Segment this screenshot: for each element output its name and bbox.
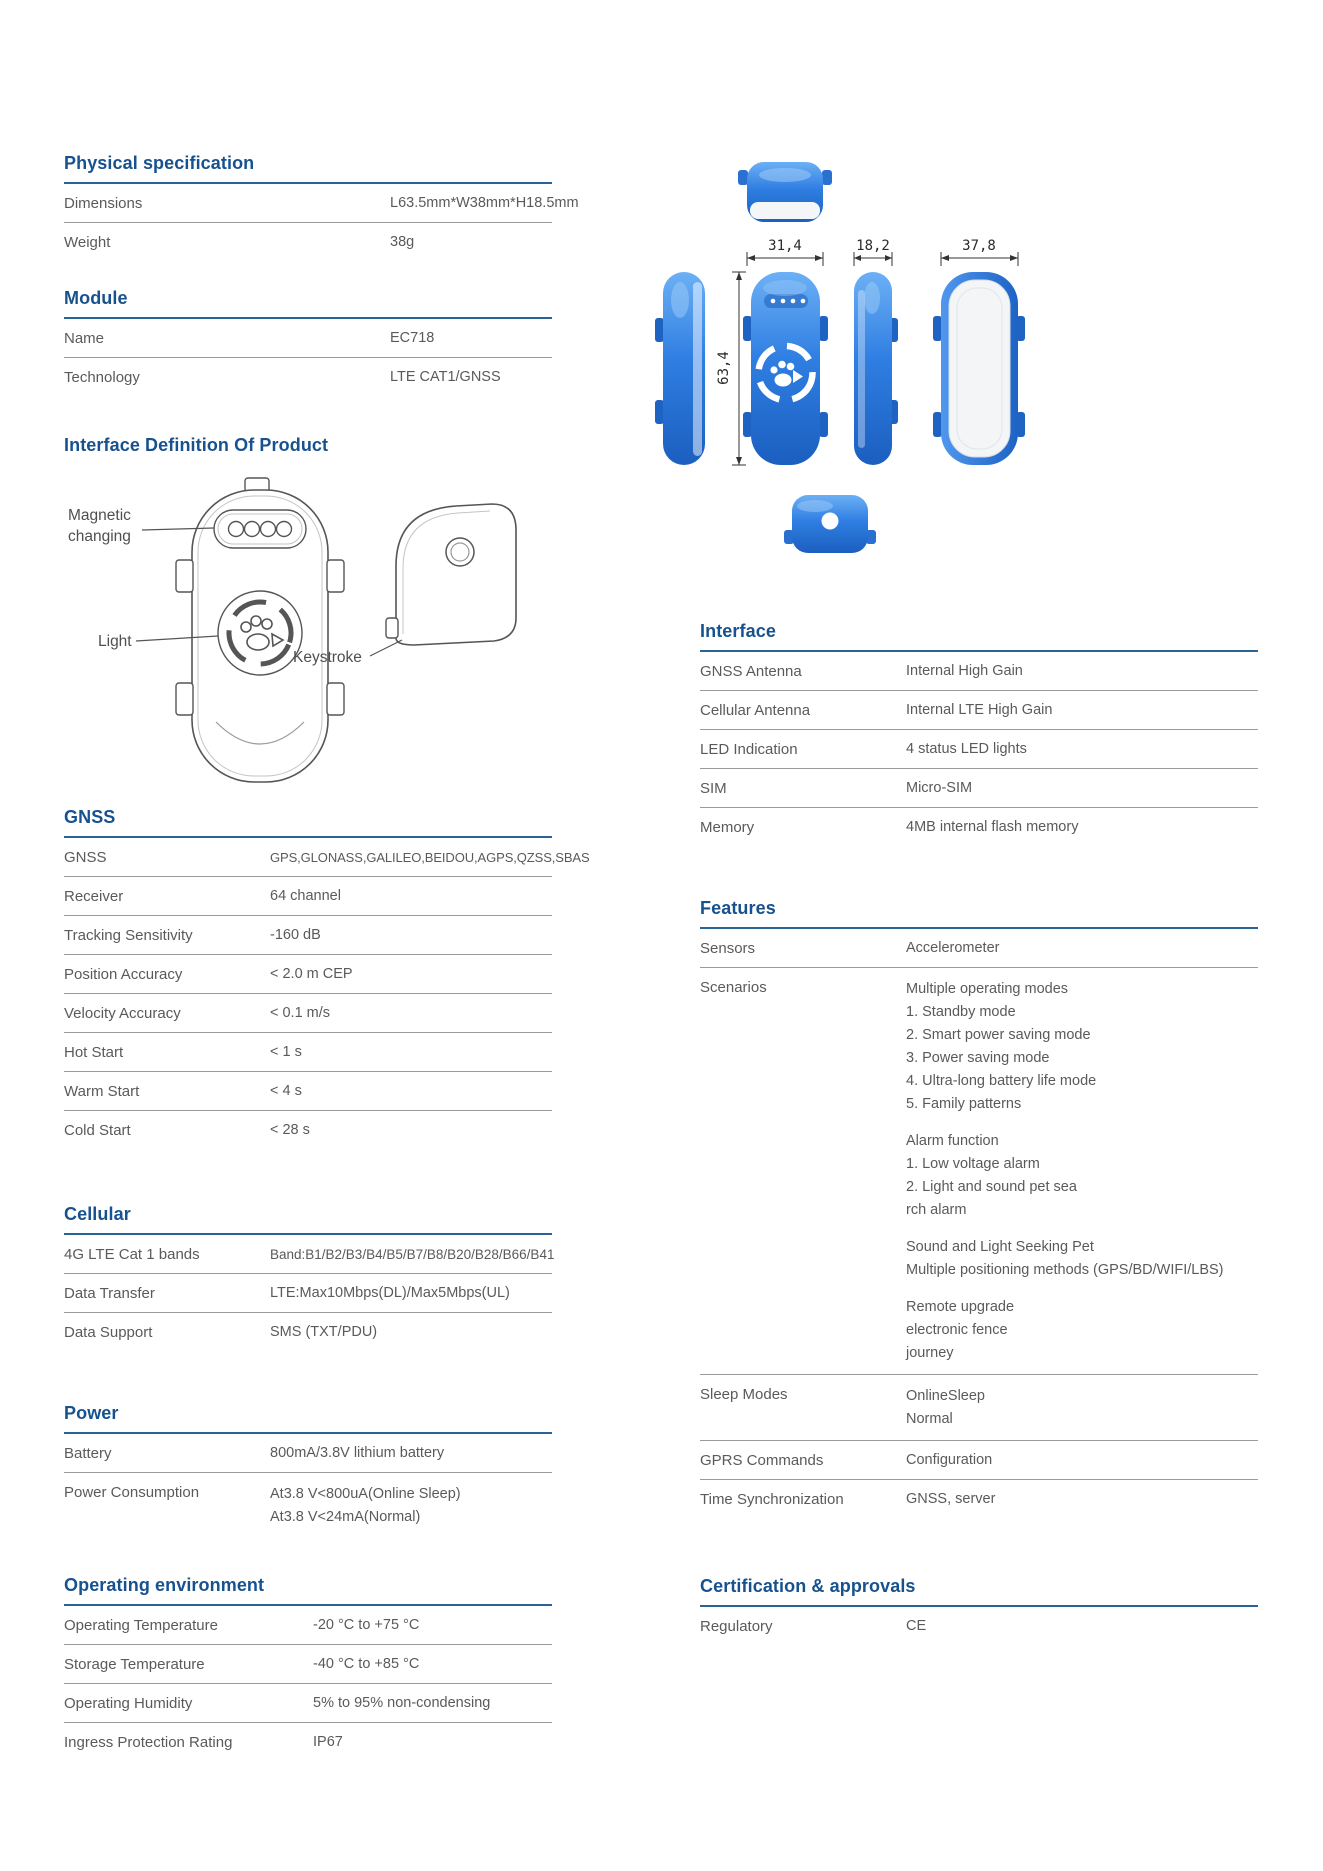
dimension-label-side-depth: 18,2 — [856, 238, 890, 254]
module-table — [64, 319, 552, 396]
diagram-keystroke-button — [446, 538, 474, 566]
interface-table — [700, 652, 1258, 846]
spec-row — [700, 691, 1258, 730]
spec-value: L63.5mm*W38mm*H18.5mm — [390, 195, 579, 211]
spec-row — [700, 652, 1258, 691]
section-certification-approvals — [700, 1575, 1258, 1645]
spec-row — [64, 1313, 552, 1351]
render-left-side-view — [655, 272, 705, 465]
spec-label: Dimensions — [64, 195, 143, 212]
spec-value: EC718 — [390, 330, 435, 346]
dimension-back-width — [941, 252, 1018, 266]
spec-value: GPS,GLONASS,GALILEO,BEIDOU,AGPS,QZSS,SBAS — [270, 850, 590, 865]
spec-row — [64, 1235, 555, 1274]
spec-value: GNSS, server — [906, 1491, 996, 1507]
spec-label: Operating Humidity — [64, 1695, 193, 1712]
spec-row — [64, 1723, 552, 1761]
callout-magnetic-charging-line1: Magnetic — [68, 507, 131, 524]
section-title: Features — [700, 897, 1258, 929]
spec-value: 38g — [390, 234, 415, 250]
spec-row — [64, 838, 590, 877]
dimension-side-depth — [854, 252, 892, 266]
spec-row — [64, 916, 552, 955]
dimension-label-front-width: 31,4 — [768, 238, 802, 254]
spec-label: Hot Start — [64, 1044, 124, 1061]
spec-label: Cold Start — [64, 1122, 131, 1139]
physical-spec-table — [64, 184, 579, 261]
dimension-front-width — [747, 252, 823, 266]
spec-row — [700, 1375, 1258, 1441]
spec-row — [700, 808, 1258, 846]
spec-row — [700, 730, 1258, 769]
spec-label: Operating Temperature — [64, 1617, 218, 1634]
callout-magnetic-charging-line2: changing — [68, 528, 131, 545]
spec-row — [700, 1480, 1258, 1518]
spec-label: Position Accuracy — [64, 966, 183, 983]
render-right-side-view — [854, 272, 898, 465]
features-table — [700, 929, 1258, 1518]
spec-value: At3.8 V<800uA(Online Sleep) At3.8 V<24mA(Normal) — [270, 1486, 461, 1525]
dimension-label-back-width: 37,8 — [962, 238, 996, 254]
spec-label: Cellular Antenna — [700, 702, 811, 719]
section-title: Module — [64, 287, 552, 319]
spec-label: SIM — [700, 780, 727, 797]
spec-label: Tracking Sensitivity — [64, 927, 193, 944]
spec-row — [64, 1111, 552, 1149]
spec-row — [64, 1274, 552, 1313]
spec-label: Storage Temperature — [64, 1656, 205, 1673]
section-module — [64, 287, 552, 396]
spec-label: Velocity Accuracy — [64, 1005, 181, 1022]
spec-row — [700, 769, 1258, 808]
spec-label: Data Support — [64, 1324, 153, 1341]
render-front-view — [743, 272, 828, 465]
callout-light: Light — [98, 633, 132, 650]
section-power — [64, 1402, 552, 1538]
spec-row — [64, 223, 552, 261]
spec-label: Memory — [700, 819, 755, 836]
spec-row — [64, 358, 552, 396]
certification-table — [700, 1607, 1258, 1645]
spec-value: < 0.1 m/s — [270, 1005, 331, 1021]
section-title: Interface Definition Of Product — [64, 435, 329, 455]
section-title: Interface — [700, 620, 1258, 652]
spec-value: LTE:Max10Mbps(DL)/Max5Mbps(UL) — [270, 1285, 510, 1301]
render-back-view — [933, 272, 1025, 465]
dimension-label-height: 63,4 — [716, 351, 732, 385]
section-cellular — [64, 1203, 555, 1351]
spec-value: Configuration — [906, 1452, 993, 1468]
spec-value: Internal LTE High Gain — [906, 702, 1053, 718]
spec-value: Micro-SIM — [906, 780, 973, 796]
section-title: Cellular — [64, 1203, 552, 1235]
spec-value: Internal High Gain — [906, 663, 1023, 679]
section-title: Physical specification — [64, 152, 552, 184]
section-interface — [700, 620, 1258, 846]
spec-row — [64, 1645, 552, 1684]
spec-label: Sensors — [700, 940, 756, 957]
spec-label: Warm Start — [64, 1083, 140, 1100]
spec-value: 4 status LED lights — [906, 741, 1027, 757]
spec-label: Power Consumption — [64, 1484, 200, 1501]
spec-value: OnlineSleep Normal — [906, 1388, 985, 1427]
spec-row — [64, 1473, 552, 1538]
section-title: Operating environment — [64, 1574, 552, 1606]
spec-label: Sleep Modes — [700, 1386, 788, 1403]
spec-row — [64, 184, 579, 223]
cellular-table — [64, 1235, 555, 1351]
operating-environment-table — [64, 1606, 552, 1761]
spec-row — [700, 929, 1258, 968]
spec-label: Receiver — [64, 888, 124, 905]
spec-label: Scenarios — [700, 979, 767, 996]
spec-row — [64, 1434, 552, 1473]
spec-value: < 1 s — [270, 1044, 302, 1060]
spec-label: Ingress Protection Rating — [64, 1734, 233, 1751]
spec-row — [64, 1033, 552, 1072]
spec-value: 800mA/3.8V lithium battery — [270, 1445, 445, 1461]
spec-label: Name — [64, 330, 105, 347]
gnss-table — [64, 838, 590, 1149]
section-title: GNSS — [64, 806, 552, 838]
spec-value: 64 channel — [270, 888, 341, 904]
section-interface-definition — [64, 434, 552, 464]
spec-row — [64, 877, 552, 916]
spec-value: < 28 s — [270, 1122, 310, 1138]
spec-label: 4G LTE Cat 1 bands — [64, 1246, 200, 1263]
spec-label: Regulatory — [700, 1618, 773, 1635]
interface-diagram — [64, 470, 534, 805]
product-renders-image — [600, 130, 1070, 580]
section-operating-environment — [64, 1574, 552, 1761]
spec-label: Weight — [64, 234, 111, 251]
spec-value: -160 dB — [270, 927, 321, 943]
spec-row — [700, 968, 1258, 1375]
render-keystroke-hole — [822, 513, 839, 530]
spec-value: 4MB internal flash memory — [906, 819, 1079, 835]
spec-value: CE — [906, 1618, 927, 1634]
spec-value: Band:B1/B2/B3/B4/B5/B7/B8/B20/B28/B66/B41 — [270, 1247, 555, 1262]
spec-label: Technology — [64, 369, 140, 386]
spec-value: IP67 — [313, 1734, 343, 1750]
power-table — [64, 1434, 552, 1538]
spec-value: SMS (TXT/PDU) — [270, 1324, 378, 1340]
section-gnss — [64, 806, 590, 1149]
spec-value: 5% to 95% non-condensing — [313, 1695, 491, 1711]
spec-value: -20 °C to +75 °C — [313, 1617, 420, 1633]
spec-label: GNSS Antenna — [700, 663, 802, 680]
spec-value: < 4 s — [270, 1083, 302, 1099]
spec-value: Multiple operating modes 1. Standby mode 2. Smart power saving mode 3. Power saving mode 4. Ultra-long battery life mode 5. Family patterns Alarm function 1. Low voltage alarm 2. Light and sound pet sea rch alarm Sound and Light Seeking Pet Multiple positioning methods (GPS/BD/WIFI/LBS) Remote upgrade electronic fence journey — [906, 981, 1224, 1361]
render-bottom-view — [784, 495, 876, 553]
spec-label: Time Synchronization — [700, 1491, 844, 1508]
spec-row — [64, 994, 552, 1033]
diagram-side-view — [396, 504, 516, 645]
callout-keystroke: Keystroke — [293, 649, 362, 666]
render-top-view — [738, 162, 832, 222]
spec-label: Battery — [64, 1445, 112, 1462]
spec-label: GNSS — [64, 849, 107, 866]
section-title: Power — [64, 1402, 552, 1434]
spec-row — [700, 1441, 1258, 1480]
spec-row — [64, 1606, 552, 1645]
spec-label: Data Transfer — [64, 1285, 155, 1302]
spec-row — [64, 319, 552, 358]
section-features — [700, 897, 1258, 1518]
spec-label: LED Indication — [700, 741, 798, 758]
spec-row — [64, 1684, 552, 1723]
spec-row — [700, 1607, 1258, 1645]
spec-value: < 2.0 m CEP — [270, 966, 353, 982]
spec-value: Accelerometer — [906, 940, 1000, 956]
section-physical-specification — [64, 152, 579, 261]
spec-row — [64, 1072, 552, 1111]
spec-value: LTE CAT1/GNSS — [390, 369, 501, 385]
spec-value: -40 °C to +85 °C — [313, 1656, 420, 1672]
spec-label: GPRS Commands — [700, 1452, 824, 1469]
section-title: Certification & approvals — [700, 1575, 1258, 1607]
spec-row — [64, 955, 552, 994]
